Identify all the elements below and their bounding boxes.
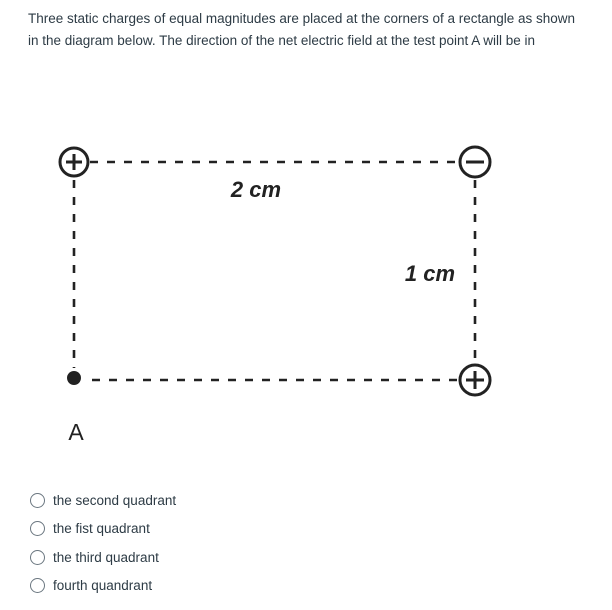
test-point-a [67, 371, 81, 385]
answer-label: the third quadrant [53, 549, 159, 565]
answer-label: the fist quadrant [53, 521, 150, 537]
charge-top-left [60, 148, 88, 176]
answer-option[interactable] [30, 515, 430, 544]
answer-label: fourth quandrant [53, 578, 153, 594]
answer-label: the second quadrant [53, 492, 177, 508]
answer-option[interactable] [30, 486, 430, 515]
radio-button[interactable] [30, 493, 45, 508]
width-label: 2 cm [230, 177, 282, 202]
radio-button[interactable] [30, 578, 45, 593]
answer-option[interactable] [30, 543, 430, 572]
answer-options [30, 486, 430, 600]
question-text: Three static charges of equal magnitudes are placed at the corners of a rectangle as shown in the diagram below. The direction of the net electric field at the test point A will be in [28, 11, 576, 48]
charge-top-right [460, 147, 490, 177]
charge-bottom-right [460, 365, 490, 395]
radio-button[interactable] [30, 521, 45, 536]
answer-option[interactable] [30, 572, 430, 601]
radio-button[interactable] [30, 550, 45, 565]
point-a-label: A [68, 419, 84, 445]
height-label: 1 cm [404, 261, 456, 286]
